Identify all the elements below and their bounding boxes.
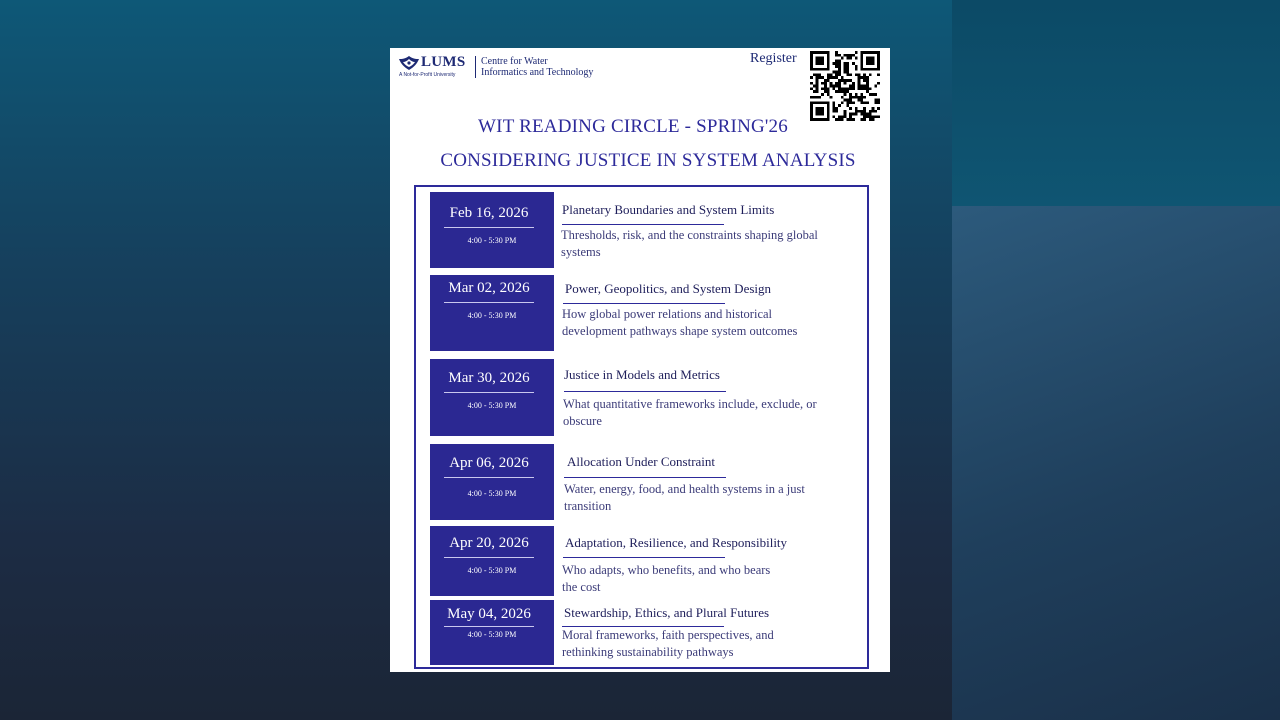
page-title: WIT READING CIRCLE - SPRING'26 (478, 116, 788, 137)
session-time: 4:00 - 5:30 PM (467, 401, 517, 410)
qr-code-icon[interactable] (810, 51, 880, 121)
session-title: Planetary Boundaries and System Limits (562, 202, 775, 217)
session-date-box (430, 600, 554, 665)
session-date-box (430, 526, 554, 596)
session-description: Moral frameworks, faith perspectives, and rethinking sustainability pathways (562, 628, 774, 659)
session-title: Allocation Under Constraint (567, 454, 716, 469)
centre-name-line1: Centre for Water (481, 56, 548, 67)
session-title-underline (562, 224, 724, 225)
session-date-box (430, 359, 554, 436)
background-panel-top (952, 0, 1280, 206)
page-subtitle: CONSIDERING JUSTICE IN SYSTEM ANALYSIS (440, 150, 856, 171)
session-date: Feb 16, 2026 (444, 204, 534, 228)
session-description: Who adapts, who benefits, and who bears the cost (562, 563, 771, 594)
session-title: Justice in Models and Metrics (564, 367, 720, 382)
session-date: Apr 06, 2026 (444, 454, 534, 478)
session-date-box (430, 444, 554, 520)
session-date: Apr 20, 2026 (444, 534, 534, 558)
session-title: Power, Geopolitics, and System Design (565, 281, 772, 296)
event-poster (390, 48, 890, 672)
logo-divider (475, 56, 476, 78)
session-time: 4:00 - 5:30 PM (467, 630, 517, 639)
session-description: What quantitative frameworks include, exclude, or obscure (563, 397, 817, 428)
register-label: Register (750, 51, 797, 66)
session-title: Stewardship, Ethics, and Plural Futures (564, 605, 770, 620)
session-time: 4:00 - 5:30 PM (467, 489, 517, 498)
session-date: May 04, 2026 (444, 605, 534, 627)
lums-emblem-icon (398, 55, 420, 71)
lums-tagline: A Not-for-Profit University (399, 72, 456, 78)
session-date-box (430, 192, 554, 268)
session-title: Adaptation, Resilience, and Responsibility (565, 535, 788, 550)
session-description: Thresholds, risk, and the constraints shaping global systems (561, 228, 818, 259)
session-date: Mar 02, 2026 (444, 279, 534, 303)
centre-name-line2: Informatics and Technology (481, 67, 594, 78)
session-time: 4:00 - 5:30 PM (467, 311, 517, 320)
session-description: Water, energy, food, and health systems in a just transition (564, 482, 805, 513)
session-time: 4:00 - 5:30 PM (467, 236, 517, 245)
session-title-underline (564, 477, 726, 478)
session-title-underline (564, 391, 726, 392)
session-title-underline (563, 557, 725, 558)
background-panel-bottom (952, 206, 1280, 720)
session-title-underline (563, 303, 725, 304)
session-date-box (430, 275, 554, 351)
lums-logo-text: LUMS (421, 54, 466, 70)
session-description: How global power relations and historical development pathways shape system outcomes (562, 307, 798, 338)
session-date: Mar 30, 2026 (444, 369, 534, 393)
session-time: 4:00 - 5:30 PM (467, 566, 517, 575)
